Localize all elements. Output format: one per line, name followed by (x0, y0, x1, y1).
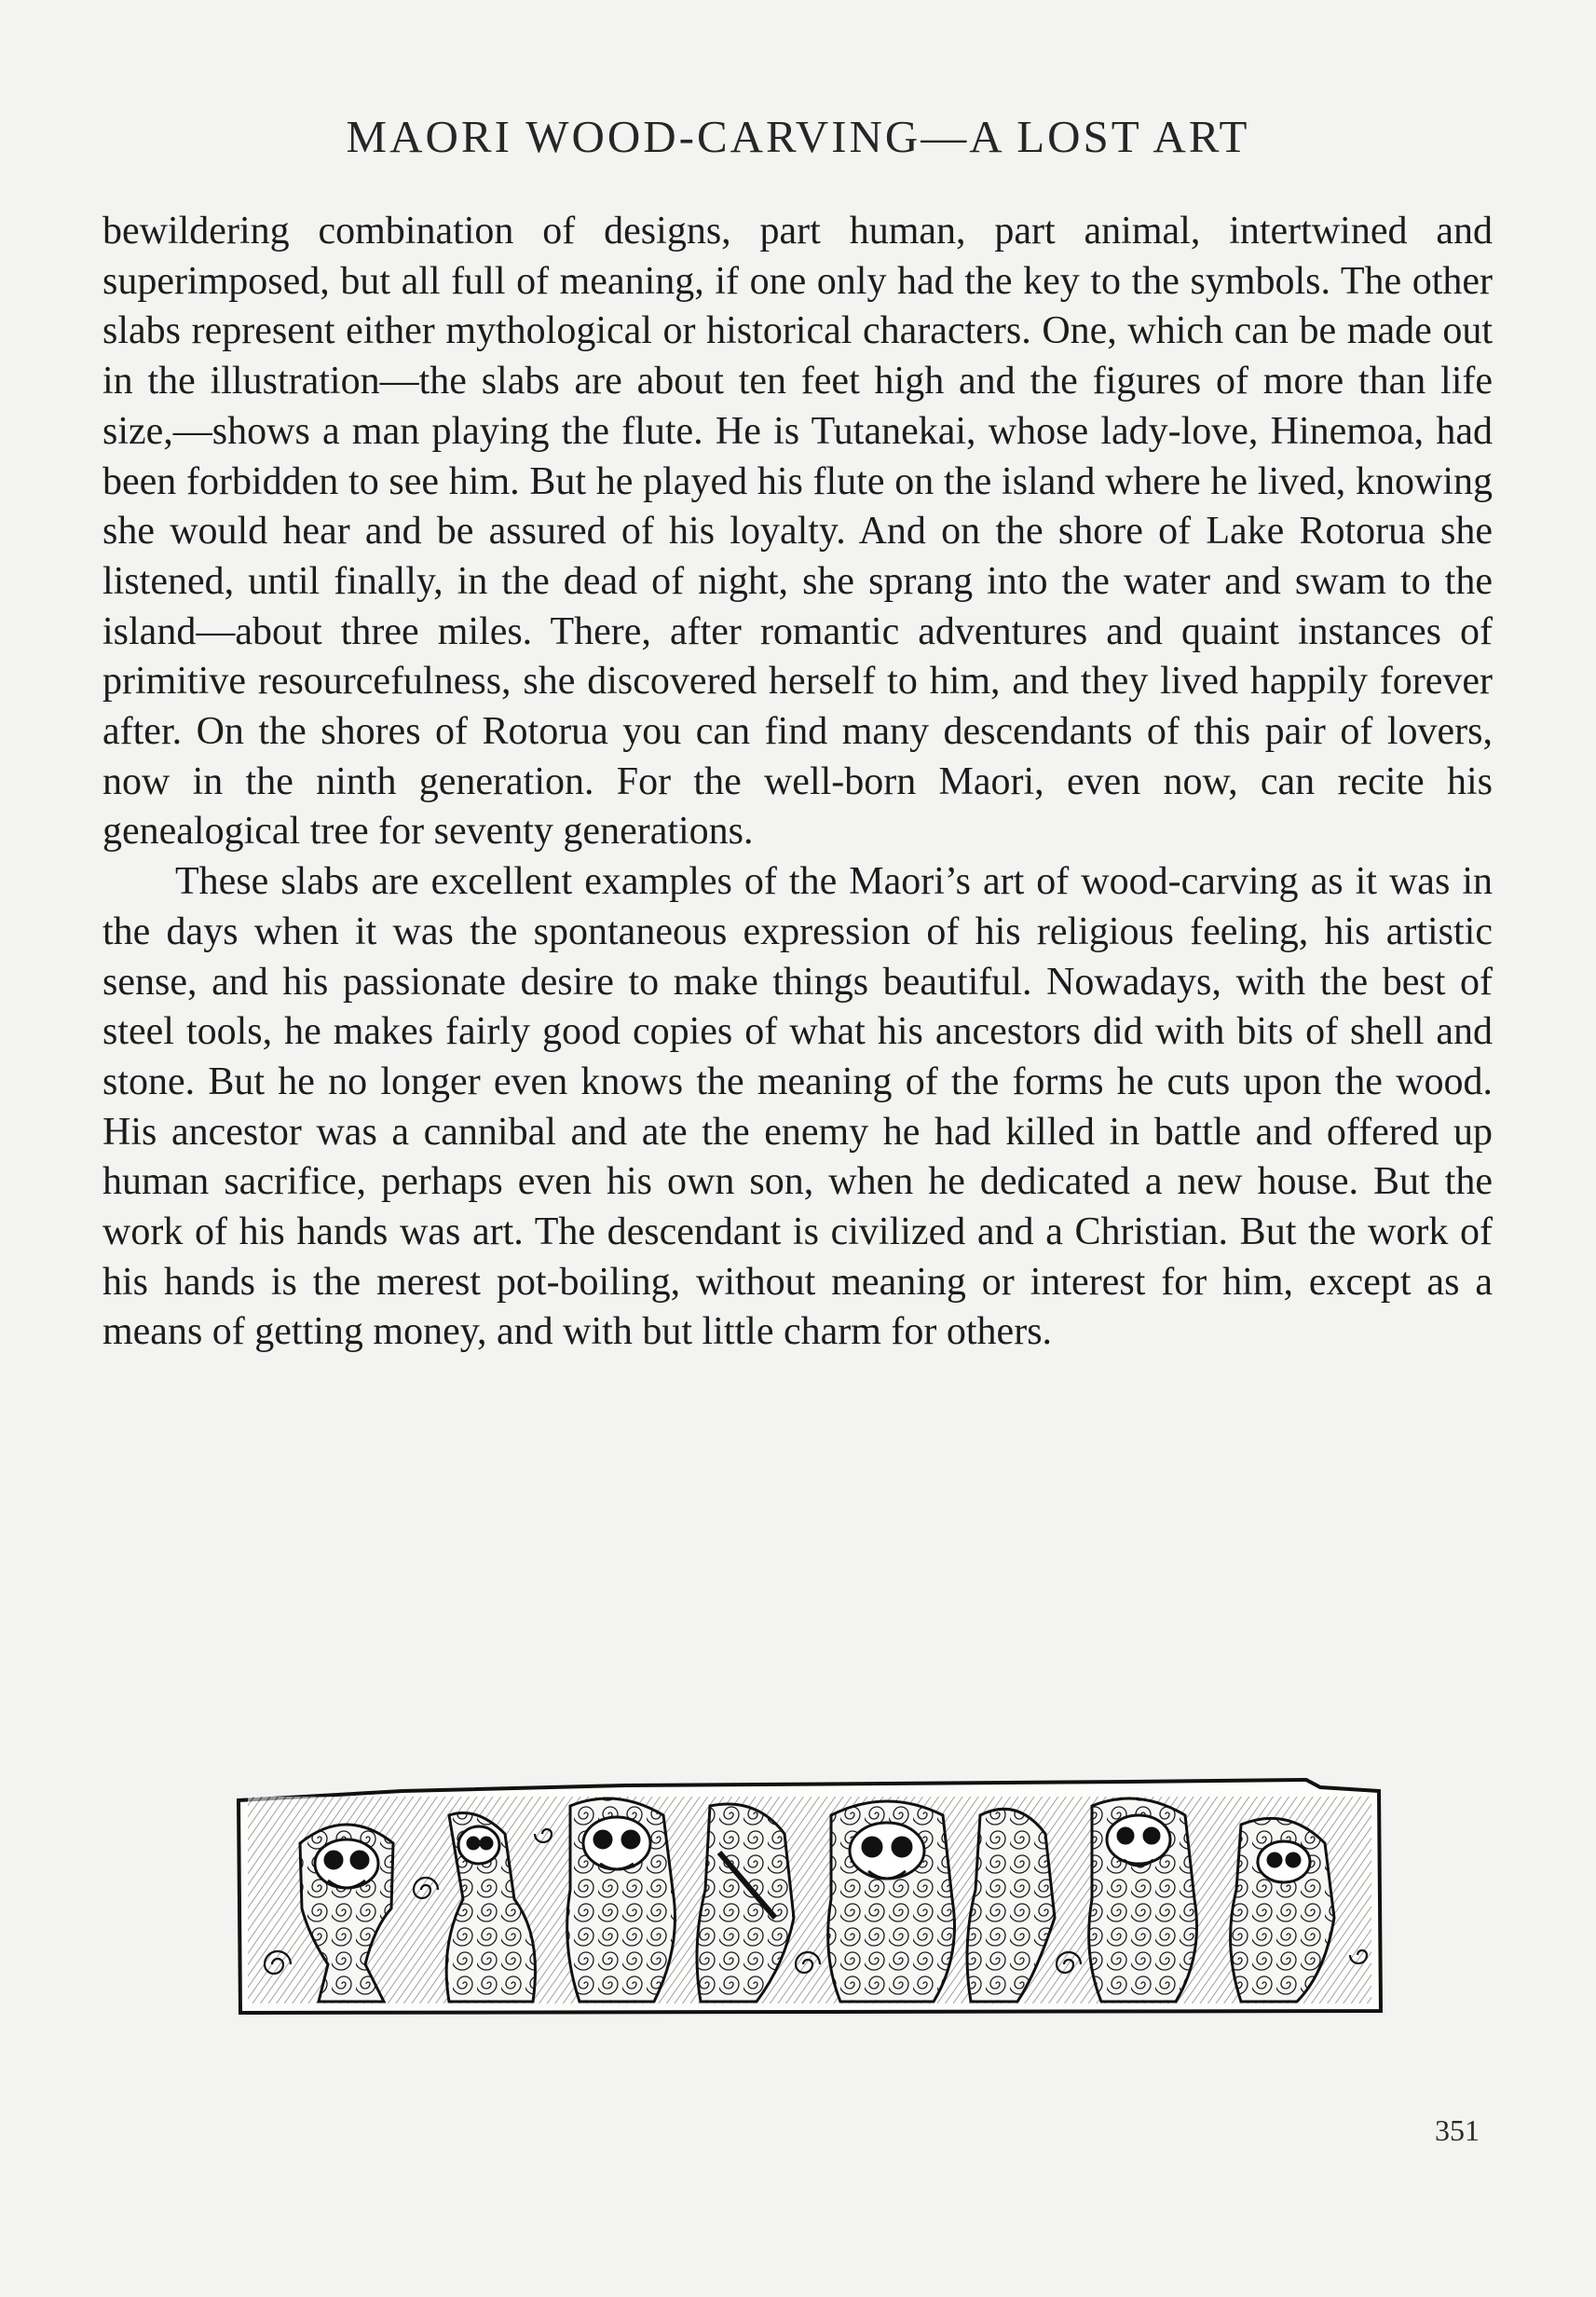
paragraph-1: bewildering combination of designs, part human, part animal, intertwined and superimposed, but all full of meaning, if one only had the key to the symbols. The other slabs represent either mythological or historical characters. One, which can be made out in the illustration—the slabs are about ten feet high and the figures of more than life size,—shows a man playing the flute. He is Tutanekai, whose lady-love, Hinemoa, had been forbidden to see him. But he played his flute on the island where he lived, knowing she would hear and be assured of his loyalty. And on the shore of Lake Rotorua she listened, until finally, in the dead of night, she sprang into the water and swam to the island—about three miles. There, after romantic adventures and quaint instances of primitive resourcefulness, she discovered herself to him, and they lived happily forever after. On the shores of Rotorua you can find many descendants of this pair of lovers, now in the ninth generation. For the well-born Maori, even now, can recite his genealogical tree for seventy generations. (102, 210, 1493, 854)
running-title: MAORI WOOD-CARVING—A LOST ART (346, 111, 1250, 162)
maori-carved-panel-illustration (235, 1778, 1386, 2017)
paragraph-2: These slabs are excellent examples of the Maori’s art of wood-carving as it was in the days when it was the spontaneous expression of his religious feeling, his artistic sense, and his passionate desire to make things beautiful. Nowadays, with the best of steel tools, he makes fairly good copies of what his ancestors did with bits of shell and stone. But he no longer even knows the meaning of the forms he cuts upon the wood. His ancestor was a cannibal and ate the enemy he had killed in battle and offered up human sacrifice, perhaps even his own son, when he dedicated a new house. But the work of his hands was art. The descendant is civilized and a Christian. But the work of his hands is the merest pot-boiling, without meaning or interest for him, except as a means of getting money, and with but little charm for others. (102, 860, 1493, 1354)
carved-panel-drawing (235, 1778, 1386, 2017)
page-number: 351 (1435, 2113, 1480, 2147)
body-text (102, 207, 1493, 1358)
